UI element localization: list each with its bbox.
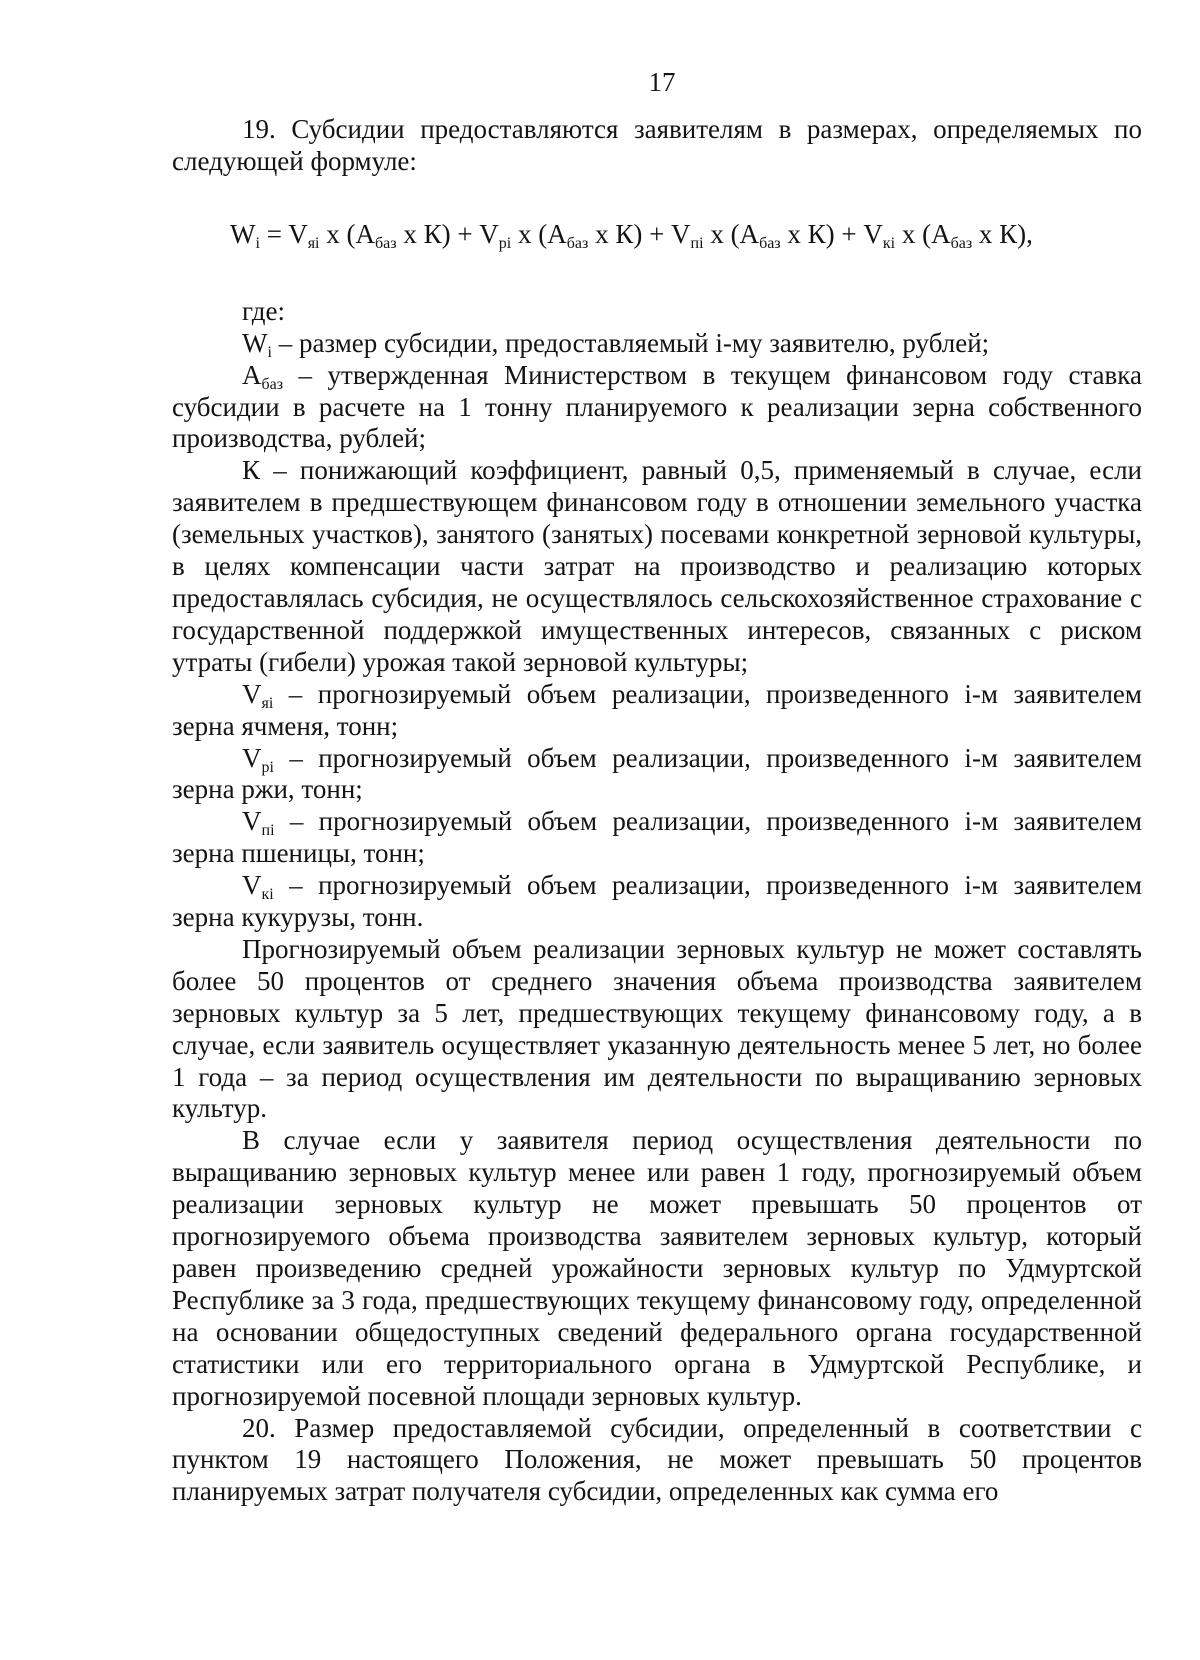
paragraph-19-intro: 19. Субсидии предоставляются заявителям в размерах, определяемых по следующей формуле: bbox=[172, 114, 1142, 176]
definition-v-rye: $V_{рi}$ – прогнозируемый объем реализации, произведенного i-м заявителем зерна ржи, тонн; bbox=[172, 742, 1142, 805]
definition-k: К – понижающий коэффициент, равный 0,5, применяемый в случае, если заявителем в предшествующем финансовом году в отношении земельного участка (земельных участков), занятого (занятых) посевами конкретной зерновой культуры, в целях компенсации части затрат на производство и реализацию которых предоставлялась субсидия, не осуществлялось сельскохозяйственное страхование с государственной поддержкой имущественных интересов, связанных с риском утраты (гибели) урожая такой зерновой культуры; bbox=[172, 455, 1142, 677]
formula-eq: = bbox=[259, 218, 289, 249]
formula-end: , bbox=[1026, 218, 1033, 249]
formula-term-1: $V_{яi}$ х ($А_{баз}$ х К) bbox=[288, 218, 451, 252]
formula-term-2: + $V_{рi}$ х ($А_{баз}$ х К) bbox=[450, 218, 643, 252]
definition-w: $W_i$ – размер субсидии, предоставляемый i-му заявителю, рублей; bbox=[242, 327, 990, 361]
subsidy-formula bbox=[172, 218, 1142, 250]
formula-w: W bbox=[230, 218, 256, 249]
where-label: где: bbox=[242, 295, 285, 326]
definition-v-barley: $V_{яi}$ – прогнозируемый объем реализации, произведенного i-м заявителем зерна ячменя, тонн; bbox=[172, 678, 1142, 741]
paragraph-short-activity-case: В случае если у заявителя период осуществления деятельности по выращиванию зерновых культур менее или равен 1 году, прогнозируемый объем реализации зерновых культур не может превышать 50 процентов от прогнозируемого объема производства заявителем зерновых культур, который равен произведению средней урожайности зерновых культур по Удмуртской Республике за 3 года, предшествующих текущему финансовому году, определенной на основании общедоступных сведений федерального органа государственной статистики или его территориального органа в Удмуртской Республике, и прогнозируемой посевной площади зерновых культур. bbox=[172, 1125, 1142, 1411]
definition-v-corn: $V_{кi}$ – прогнозируемый объем реализации, произведенного i-м заявителем зерна кукурузы, тонн. bbox=[172, 870, 1142, 933]
paragraph-forecast-limit: Прогнозируемый объем реализации зерновых культур не может составлять более 50 процентов от среднего значения объема производства заявителем зерновых культур за 5 лет, предшествующих текущему финансовому году, а в случае, если заявитель осуществляет указанную деятельность менее 5 лет, но более 1 года – за период осуществления им деятельности по выращиванию зерновых культур. bbox=[172, 933, 1142, 1124]
definition-v-wheat: $V_{пi}$ – прогнозируемый объем реализации, произведенного i-м заявителем зерна пшеницы, тонн; bbox=[172, 806, 1142, 869]
paragraph-20: 20. Размер предоставляемой субсидии, определенный в соответствии с пунктом 19 настоящего Положения, не может превышать 50 процентов планируемых затрат получателя субсидии, определенных как сумма его bbox=[172, 1412, 1142, 1507]
formula-w-sub: i bbox=[255, 234, 260, 252]
formula-term-3: + $V_{пi}$ х ($А_{баз}$ х К) bbox=[642, 218, 835, 252]
page-number: 17 bbox=[648, 67, 676, 97]
definition-a-baz: $А_{баз}$ – утвержденная Министерством в текущем финансовом году ставка субсидии в расчете на 1 тонну планируемого к реализации зерна собственного производства, рублей; bbox=[172, 359, 1142, 454]
formula-term-4: + $V_{кi}$ х ($А_{баз}$ х К) bbox=[834, 218, 1027, 252]
